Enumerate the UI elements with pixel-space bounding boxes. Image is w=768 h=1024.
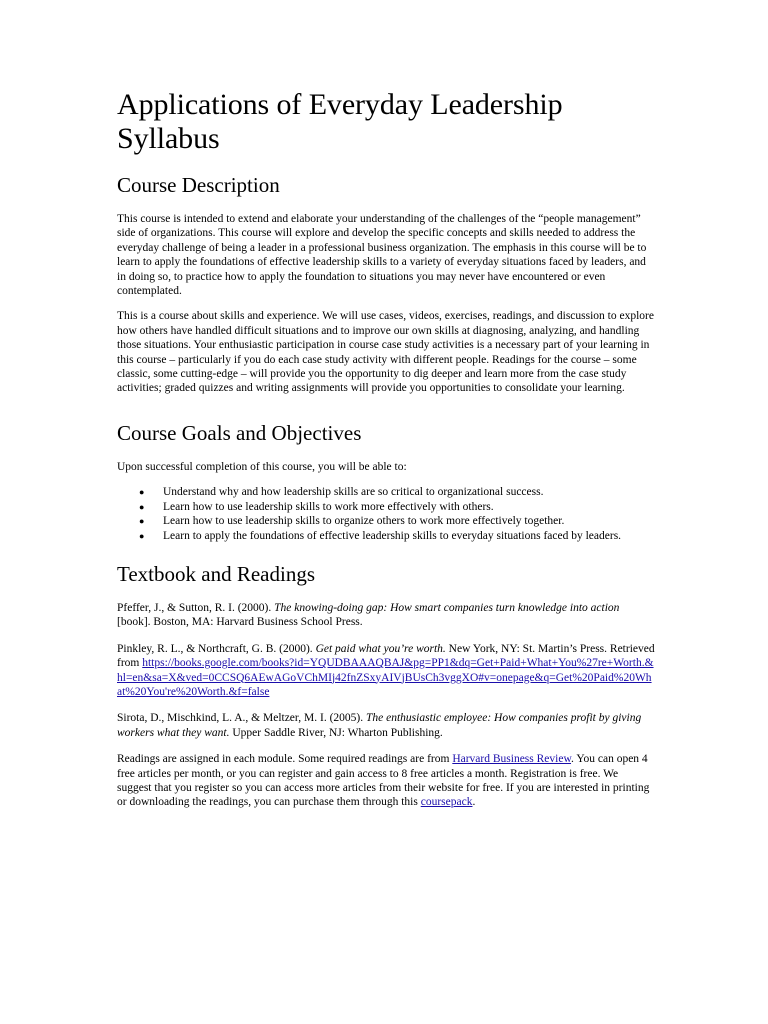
reference-publisher: [book]. Boston, MA: Harvard Business School Press. (117, 616, 363, 629)
page-title: Applications of Everyday Leadership Syllabus (117, 88, 563, 155)
bullet-icon: ● (139, 487, 145, 498)
goals-list (117, 485, 655, 543)
reference-publisher: New York, NY: St. Martin’s Press. Retrieved from (117, 642, 655, 670)
coursepack-link[interactable]: coursepack (420, 796, 473, 809)
course-description-heading: Course Description (117, 173, 280, 197)
document-page (117, 88, 655, 821)
closing-text-2: . You can open 4 free articles per month, or you can register and gain access to 8 free articles a month. Registration is free. We suggest that you register so you can access more articles from their website for free. If you are interested in printing or downloading the readings, you can purchase them through this (117, 753, 650, 809)
bullet-icon: ● (139, 516, 145, 527)
reference-publisher: Upper Saddle River, NJ: Wharton Publishing. (229, 726, 443, 739)
goal-text: Learn how to use leadership skills to organize others to work more effectively together. (163, 515, 565, 528)
goal-text: Understand why and how leadership skills are so critical to organizational success. (163, 486, 544, 499)
reference-2 (117, 642, 655, 700)
course-description-section (117, 172, 655, 396)
reference-title: The knowing-doing gap: How smart companies turn knowledge into action (274, 601, 620, 614)
reference-authors: Sirota, D., Mischkind, L. A., & Meltzer, M. I. (2005). (117, 712, 366, 725)
reference-3 (117, 711, 655, 740)
goal-item (117, 485, 655, 499)
goals-section (117, 420, 655, 543)
goal-item (117, 529, 655, 543)
goal-item (117, 514, 655, 528)
goal-text: Learn how to use leadership skills to work more effectively with others. (163, 500, 494, 513)
goals-intro: Upon successful completion of this course, you will be able to: (117, 460, 407, 473)
closing-text-3: . (472, 796, 476, 809)
closing-text-1: Readings are assigned in each module. Some required readings are from (117, 753, 453, 766)
readings-closing-paragraph (117, 752, 655, 810)
reference-1 (117, 601, 655, 630)
reference-title: Get paid what you’re worth. (315, 642, 446, 655)
goal-text: Learn to apply the foundations of effective leadership skills to everyday situations faced by leaders. (163, 529, 622, 542)
bullet-icon: ● (139, 530, 145, 541)
reference-authors: Pinkley, R. L., & Northcraft, G. B. (2000). (117, 642, 316, 655)
readings-heading: Textbook and Readings (117, 561, 315, 586)
goals-heading: Course Goals and Objectives (117, 420, 362, 445)
readings-section (117, 561, 655, 810)
reference-authors: Pfeffer, J., & Sutton, R. I. (2000). (117, 601, 275, 614)
bullet-icon: ● (139, 501, 145, 512)
google-books-link[interactable]: https://books.google.com/books?id=YQUDBAAAQBAJ&pg=PP1&dq=Get+Paid+What+You%27re+Worth.&hl=en&sa=X&ved=0CCSQ6AEwAGoVChMIj42fnZSxyAIVjBUsCh3vggXO#v=onepage&q=Get%20Paid%20What%20You're%20Worth.&f=false (117, 657, 654, 698)
reference-title: The enthusiastic employee: How companies profit by giving workers what they want. (117, 712, 642, 739)
harvard-business-review-link[interactable]: Harvard Business Review (452, 753, 572, 766)
description-paragraph-1: This course is intended to extend and elaborate your understanding of the challenges of the “people management” side of organizations. This course will explore and develop the specific concepts and skills needed to address the everyday challenge of being a leader in a professional business organization. The emphasis in this course will be to learn to apply the foundations of effective leadership skills to a variety of everyday situations faced by leaders, and in doing so, to practice how to apply the foundation to situations you may never have encountered or even contemplated. (117, 213, 647, 298)
goal-item (117, 500, 655, 514)
description-paragraph-2: This is a course about skills and experience. We will use cases, videos, exercises, readings, and discussion to explore how others have handled difficult situations and to improve our own skills at diagnosing, analyzing, and handling those situations. Your enthusiastic participation in course case study activities is a necessary part of your learning in this course – particularly if you do each case study activity with different people. Readings for the course – some classic, some cutting-edge – will provide you the opportunity to dig deeper and learn more from the case study activities; graded quizzes and writing assignments will provide you opportunities to consolidate your learning. (117, 310, 654, 395)
